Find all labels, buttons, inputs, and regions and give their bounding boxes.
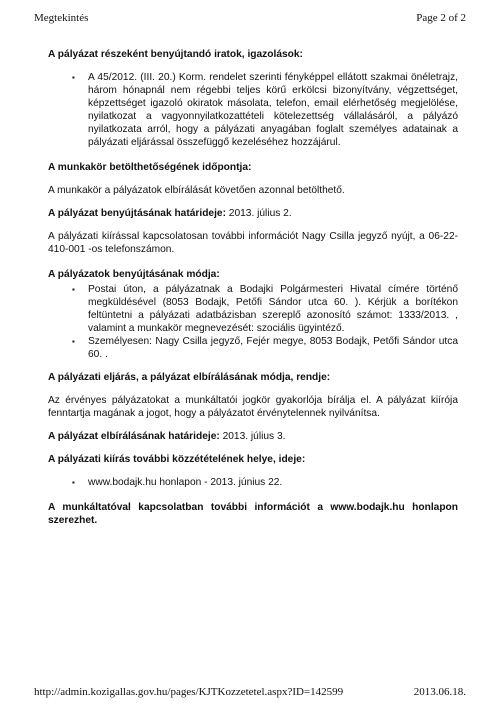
deadline-value: 2013. július 2.	[225, 208, 292, 219]
publication-heading: A pályázati kiírás további közzétételének helye, ideje:	[48, 454, 306, 465]
submission-heading: A pályázatok benyújtásának módja:	[48, 269, 220, 280]
procedure-heading: A pályázati eljárás, a pályázat elbírálásának módja, rendje:	[48, 372, 331, 383]
info-text: A pályázati kiírással kapcsolatosan további információt Nagy Csilla jegyző nyújt, a 06-22-410-001 -os telefonszámon.	[48, 231, 458, 255]
submission-bullet-personal	[48, 335, 458, 361]
decision-value: 2013. július 3.	[219, 431, 286, 442]
publication-bullet	[48, 476, 458, 489]
documents-bullet	[48, 71, 458, 149]
publication-bullet-text: www.bodajk.hu honlapon - 2013. június 22.	[88, 477, 283, 488]
footer-url: http://admin.kozigallas.gov.hu/pages/KJTKozzetetel.aspx?ID=142599	[34, 686, 344, 698]
document-body	[48, 48, 458, 527]
submission-bullet-post-text: Postai úton, a pályázatnak a Bodajki Polgármesteri Hivatal címére történő megküldésével (8053 Bodajk, Petőfi Sándor utca 60. ). Kérjük a borítékon feltüntetni a pályázati adatbázisban szereplő azonosító számot: 1333/2013. , valamint a munkakör megnevezését: szociális ügyintéző.	[88, 284, 458, 334]
header-title: Megtekintés	[34, 12, 89, 24]
submission-bullet-post	[48, 283, 458, 335]
procedure-text: Az érvényes pályázatokat a munkáltatói jogkör gyakorlója bírálja el. A pályázat kiírója fenntartja magának a jogot, hogy a pályázatot érvénytelennek nyilvánítsa.	[48, 395, 458, 419]
page-header	[34, 12, 466, 26]
decision-heading: A pályázat elbírálásának határideje:	[48, 431, 220, 442]
decision-line	[48, 430, 458, 443]
fill-date-text: A munkakör a pályázatok elbírálását követően azonnal betölthető.	[48, 185, 345, 196]
page-number: Page 2 of 2	[416, 12, 466, 24]
documents-heading: A pályázat részeként benyújtandó iratok, igazolások:	[48, 49, 303, 60]
closing-text: A munkáltatóval kapcsolatban további információt a www.bodajk.hu honlapon szerezhet.	[48, 502, 458, 526]
deadline-line	[48, 207, 458, 220]
submission-bullet-personal-text: Személyesen: Nagy Csilla jegyző, Fejér megye, 8053 Bodajk, Petőfi Sándor utca 60. .	[88, 336, 458, 360]
deadline-heading: A pályázat benyújtásának határideje:	[48, 208, 226, 219]
bullet-icon: ▪	[72, 285, 75, 294]
bullet-icon: ▪	[72, 478, 75, 487]
page-footer	[34, 686, 466, 700]
fill-date-heading: A munkakör betölthetőségének időpontja:	[48, 162, 252, 173]
bullet-icon: ▪	[72, 73, 75, 82]
footer-date: 2013.06.18.	[413, 686, 466, 698]
documents-bullet-text: A 45/2012. (III. 20.) Korm. rendelet szerinti fényképpel ellátott szakmai önéletrajz, három hónapnál nem régebbi teljes körű erkölcsi bizonyítvány, végzettséget, képzettséget igazoló okiratok másolata, telefon, email elérhetőség megjelölése, nyilatkozat a vagyonnyilatkozattételi kötelezettség vállalásáról, a pályázó nyilatkozata arról, hogy a pályázati anyagában foglalt személyes adatainak a pályázati eljárással összefüggő kezeléséhez hozzájárul.	[88, 72, 458, 148]
bullet-icon: ▪	[72, 337, 75, 346]
